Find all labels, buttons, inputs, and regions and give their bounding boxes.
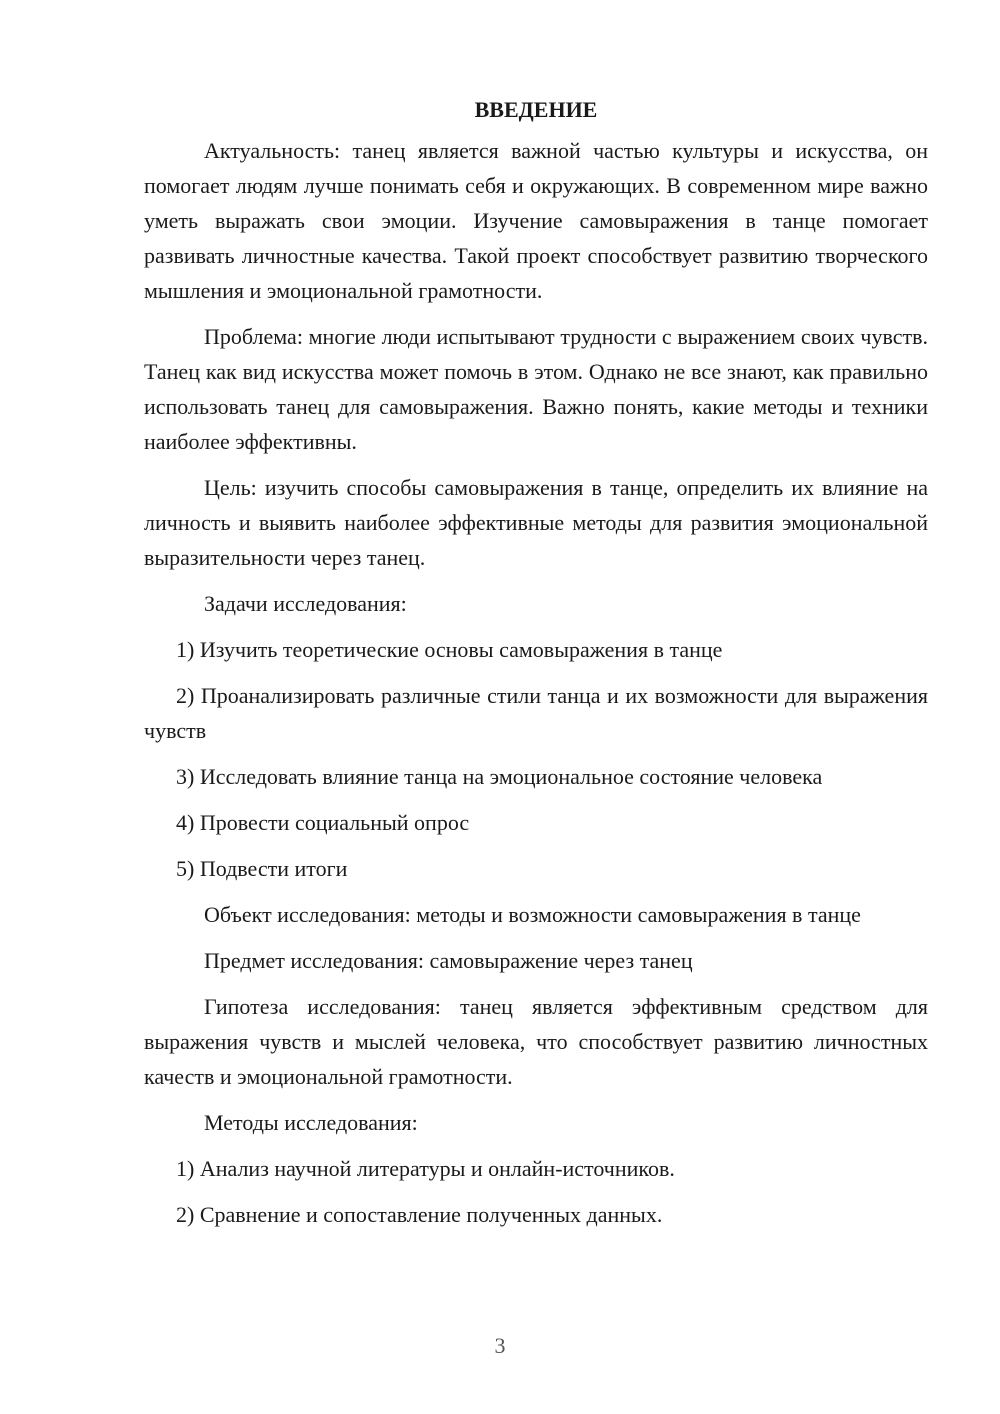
- tasks-heading: Задачи исследования:: [204, 591, 407, 616]
- methods-heading: Методы исследования:: [204, 1110, 418, 1135]
- document-page: [144, 92, 928, 1243]
- subject-paragraph: Предмет исследования: самовыражение через танец: [204, 948, 693, 973]
- task-item-1: 1) Изучить теоретические основы самовыражения в танце: [176, 637, 723, 662]
- task-item-4: 4) Провести социальный опрос: [176, 810, 470, 835]
- method-item-1: 1) Анализ научной литературы и онлайн-источников.: [176, 1156, 675, 1181]
- goal-paragraph: Цель: изучить способы самовыражения в танце, определить их влияние на личность и выявить наиболее эффективные методы для развития эмоциональной выразительности через танец.: [144, 475, 928, 570]
- method-item-2: 2) Сравнение и сопоставление полученных данных.: [176, 1202, 663, 1227]
- relevance-paragraph: Актуальность: танец является важной частью культуры и искусства, он помогает людям лучше понимать себя и окружающих. В современном мире важно уметь выражать свои эмоции. Изучение самовыражения в танце помогает развивать личностные качества. Такой проект способствует развитию творческого мышления и эмоциональной грамотности.: [144, 138, 928, 303]
- hypothesis-paragraph: Гипотеза исследования: танец является эффективным средством для выражения чувств и мыслей человека, что способствует развитию личностных качеств и эмоциональной грамотности.: [144, 994, 928, 1089]
- section-title: ВВЕДЕНИЕ: [474, 97, 598, 122]
- task-item-3: 3) Исследовать влияние танца на эмоциональное состояние человека: [176, 764, 823, 789]
- task-item-5: 5) Подвести итоги: [176, 856, 348, 881]
- object-paragraph: Объект исследования: методы и возможности самовыражения в танце: [204, 902, 861, 927]
- page-number: 3: [494, 1333, 506, 1358]
- task-item-2: 2) Проанализировать различные стили танца и их возможности для выражения чувств: [144, 683, 928, 743]
- problem-paragraph: Проблема: многие люди испытывают трудности с выражением своих чувств. Танец как вид искусства может помочь в этом. Однако не все знают, как правильно использовать танец для самовыражения. Важно понять, какие методы и техники наиболее эффективны.: [144, 324, 928, 454]
